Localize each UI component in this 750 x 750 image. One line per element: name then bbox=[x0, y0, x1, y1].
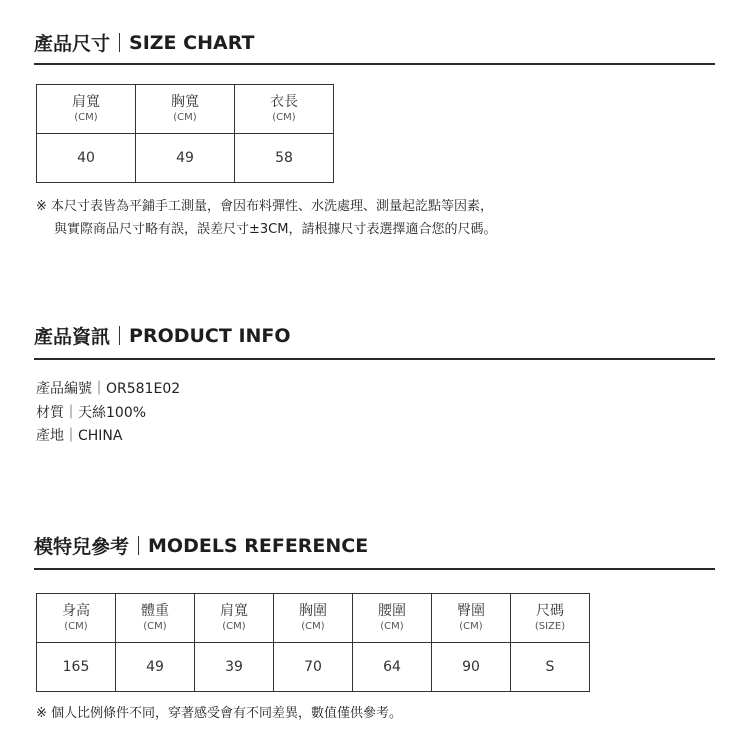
size-chart-title-en: SIZE CHART bbox=[129, 31, 255, 54]
product-info-title-en: PRODUCT INFO bbox=[129, 324, 291, 347]
model-header-size: 尺碼 (SIZE) bbox=[511, 594, 590, 643]
model-value-shoulder: 39 bbox=[195, 643, 274, 692]
model-value-size: S bbox=[511, 643, 590, 692]
product-code: 產品編號｜OR581E02 bbox=[36, 381, 181, 397]
title-divider bbox=[138, 536, 139, 555]
product-info-title bbox=[34, 322, 291, 349]
model-value-height: 165 bbox=[37, 643, 116, 692]
model-header-bust: 胸圍 (CM) bbox=[274, 594, 353, 643]
models-reference-title-en: MODELS REFERENCE bbox=[148, 534, 369, 557]
size-chart-table bbox=[36, 84, 334, 183]
size-note-line2: 與實際商品尺寸略有誤，誤差尺寸±3CM，請根據尺寸表選擇適合您的尺碼。 bbox=[54, 222, 497, 237]
model-header-shoulder: 肩寬 (CM) bbox=[195, 594, 274, 643]
model-value-bust: 70 bbox=[274, 643, 353, 692]
model-header-weight: 體重 (CM) bbox=[116, 594, 195, 643]
size-value-chest: 49 bbox=[136, 134, 235, 183]
size-chart-rule bbox=[34, 63, 715, 65]
model-header-height: 身高 (CM) bbox=[37, 594, 116, 643]
size-chart-header-row bbox=[37, 85, 334, 134]
size-chart-title bbox=[34, 29, 254, 56]
size-chart-note bbox=[36, 195, 496, 241]
models-reference-table bbox=[36, 593, 590, 692]
models-reference-rule bbox=[34, 568, 715, 570]
model-header-hip: 臀圍 (CM) bbox=[432, 594, 511, 643]
size-value-length: 58 bbox=[235, 134, 334, 183]
product-info-rule bbox=[34, 358, 715, 360]
models-value-row bbox=[37, 643, 590, 692]
product-info-title-cn: 產品資訊 bbox=[34, 326, 111, 348]
title-divider bbox=[119, 33, 120, 52]
model-value-waist: 64 bbox=[353, 643, 432, 692]
size-chart-title-cn: 產品尺寸 bbox=[34, 33, 111, 55]
models-reference-note: ※ 個人比例條件不同，穿著感受會有不同差異，數值僅供參考。 bbox=[36, 706, 403, 721]
title-divider bbox=[119, 326, 120, 345]
product-info-list bbox=[36, 378, 180, 449]
size-value-shoulder: 40 bbox=[37, 134, 136, 183]
size-header-shoulder: 肩寬 (CM) bbox=[37, 85, 136, 134]
product-material: 材質｜天絲100% bbox=[36, 404, 147, 421]
model-value-hip: 90 bbox=[432, 643, 511, 692]
model-value-weight: 49 bbox=[116, 643, 195, 692]
size-chart-value-row bbox=[37, 134, 334, 183]
models-reference-title bbox=[34, 532, 368, 559]
size-header-length: 衣長 (CM) bbox=[235, 85, 334, 134]
size-header-chest: 胸寬 (CM) bbox=[136, 85, 235, 134]
model-header-waist: 腰圍 (CM) bbox=[353, 594, 432, 643]
models-reference-title-cn: 模特兒參考 bbox=[34, 536, 130, 558]
models-header-row bbox=[37, 594, 590, 643]
size-note-line1: ※ 本尺寸表皆為平鋪手工測量，會因布料彈性、水洗處理、測量起訖點等因素， bbox=[36, 199, 494, 214]
product-origin: 產地｜CHINA bbox=[36, 428, 123, 444]
